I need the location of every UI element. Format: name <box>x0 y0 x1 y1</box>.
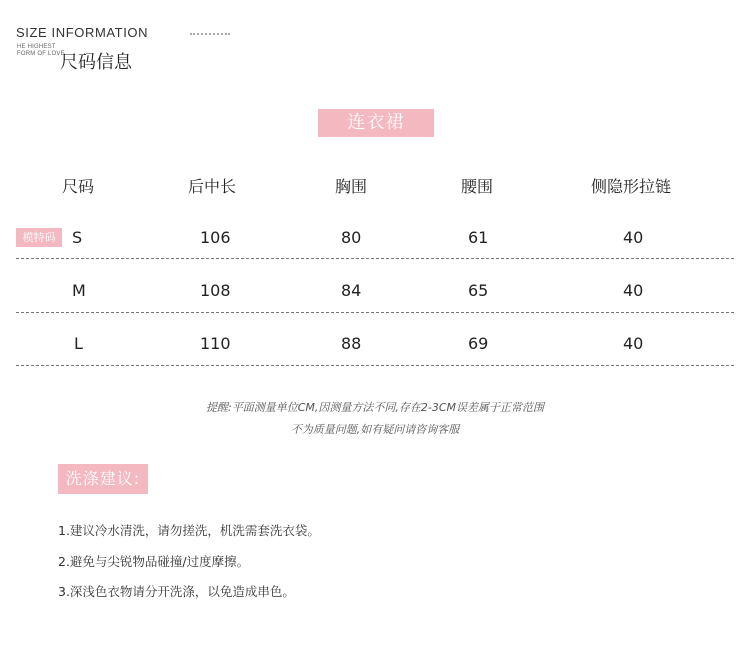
table-cell: 110 <box>200 334 231 353</box>
header-dotted-divider <box>190 33 230 35</box>
header-tagline <box>17 44 65 58</box>
row-divider <box>16 258 734 259</box>
table-cell: 80 <box>341 228 362 247</box>
measurement-note-line1: 提醒:平面测量单位CM,因测量方法不同,存在2-3CM误差属于正常范围 <box>205 401 544 414</box>
section-label: 连衣裙 <box>318 109 434 137</box>
table-cell: 40 <box>623 334 644 353</box>
table-cell: 40 <box>623 281 644 300</box>
table-cell: 69 <box>468 334 489 353</box>
table-cell: 65 <box>468 281 489 300</box>
wash-item: 2.避免与尖锐物品碰撞/过度摩擦。 <box>58 554 250 569</box>
table-cell: 40 <box>623 228 644 247</box>
header-en-title: SIZE INFORMATION <box>16 25 149 40</box>
header-cn-title: 尺码信息 <box>60 52 132 73</box>
column-header-zipper: 侧隐形拉链 <box>591 177 672 196</box>
column-header-bust: 胸围 <box>335 177 368 196</box>
table-cell: 88 <box>341 334 362 353</box>
row-divider <box>16 312 734 313</box>
header-tagline-line2: FORM OF LOVE <box>17 51 65 57</box>
column-header-waist: 腰围 <box>461 177 494 196</box>
table-cell: 84 <box>341 281 362 300</box>
row-divider <box>16 365 734 366</box>
wash-item: 1.建议冷水清洗，请勿搓洗，机洗需套洗衣袋。 <box>58 523 320 538</box>
measurement-note-line2: 不为质量问题,如有疑问请咨询客服 <box>290 423 460 436</box>
table-cell: L <box>74 334 83 353</box>
table-cell: M <box>72 281 86 300</box>
table-cell: 106 <box>200 228 231 247</box>
wash-title: 洗涤建议: <box>58 464 148 494</box>
model-size-badge: 模特码 <box>16 228 62 247</box>
wash-item: 3.深浅色衣物请分开洗涤，以免造成串色。 <box>58 584 295 599</box>
column-header-size: 尺码 <box>62 177 95 196</box>
header-tagline-line1: HE HIGHEST <box>17 44 56 50</box>
table-cell: 61 <box>468 228 489 247</box>
table-cell: 108 <box>200 281 231 300</box>
table-cell: S <box>72 228 83 247</box>
column-header-back-length: 后中长 <box>188 177 237 196</box>
